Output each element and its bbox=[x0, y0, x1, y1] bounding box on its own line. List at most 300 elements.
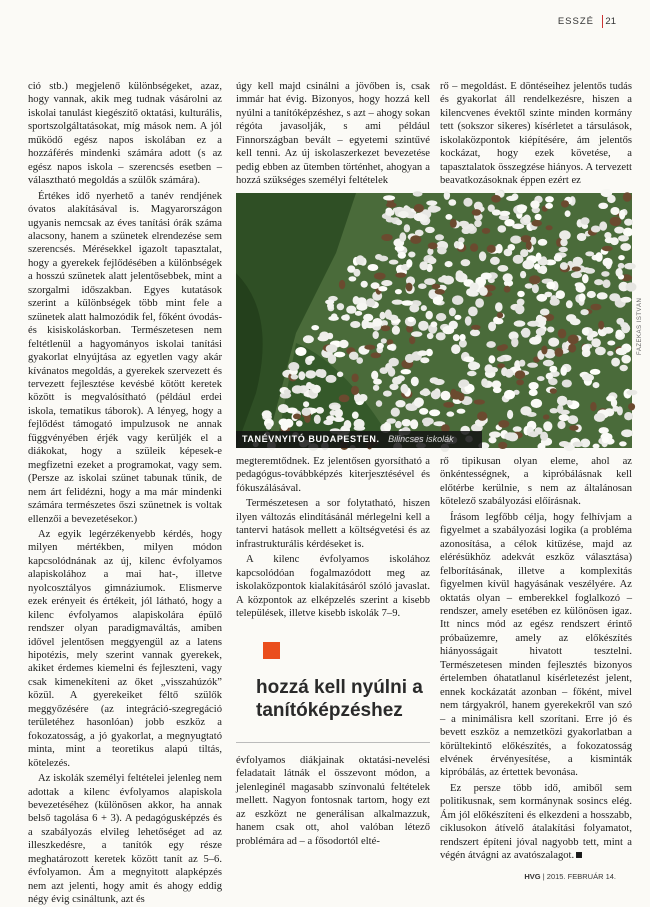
crowd-figure bbox=[618, 255, 625, 260]
crowd-figure bbox=[356, 357, 363, 364]
crowd-figure bbox=[378, 256, 388, 262]
article-column-3-top bbox=[440, 80, 632, 186]
crowd-figure bbox=[561, 200, 569, 207]
crowd-figure bbox=[437, 247, 447, 255]
crowd-figure bbox=[417, 350, 428, 356]
crowd-figure bbox=[498, 442, 507, 449]
crowd-figure bbox=[559, 247, 568, 252]
crowd-figure bbox=[573, 257, 583, 266]
crowd-figure bbox=[496, 244, 503, 254]
crowd-figure bbox=[428, 242, 438, 249]
crowd-figure bbox=[404, 224, 410, 232]
crowd-figure bbox=[545, 203, 553, 209]
crowd-figure bbox=[504, 249, 513, 257]
paragraph: Az iskolák személyi feltételei jelenleg nem adottak a kilenc évfolyamos alapiskola bevezetéséhez (különösen akkor, ha annak belső tagolása 6 + 3). A pedagógusképzés és a szabályozás elvileg lehetőséget ad az illeszkedésre, a tanítók egy része meghatározott keretek között tanít az 5–6. évfolyamon. Ám a megnyitott alapképzés nem azt jelenti, hogy amit és ahogy eddig négy évig csináltunk, azt és bbox=[28, 773, 222, 906]
crowd-figure bbox=[311, 325, 319, 330]
crowd-figure bbox=[337, 372, 343, 378]
crowd-figure bbox=[621, 429, 633, 437]
crowd-figure bbox=[341, 315, 349, 321]
crowd-figure bbox=[607, 195, 616, 203]
crowd-figure bbox=[419, 408, 428, 415]
crowd-figure bbox=[334, 352, 345, 358]
crowd-figure bbox=[481, 273, 492, 280]
crowd-figure bbox=[626, 390, 637, 396]
crowd-figure bbox=[559, 414, 570, 421]
crowd-figure bbox=[598, 321, 604, 330]
photo-credit: FAZEKAS ISTVÁN bbox=[637, 297, 643, 355]
crowd-figure bbox=[479, 287, 488, 296]
crowd-figure bbox=[406, 283, 413, 292]
crowd-figure bbox=[454, 315, 461, 320]
crowd-figure bbox=[385, 210, 394, 216]
crowd-figure bbox=[337, 303, 344, 310]
crowd-figure bbox=[621, 355, 631, 364]
crowd-figure bbox=[328, 316, 339, 321]
crowd-figure bbox=[498, 225, 507, 232]
crowd-figure bbox=[418, 321, 429, 331]
crowd-figure bbox=[477, 412, 487, 421]
crowd-figure bbox=[349, 276, 357, 281]
crowd-figure bbox=[572, 267, 581, 272]
crowd-figure bbox=[498, 420, 509, 428]
crowd-figure bbox=[474, 220, 482, 227]
crowd-figure bbox=[539, 265, 547, 274]
crowd-figure bbox=[527, 321, 539, 327]
paragraph-text: Ez persze több idő, amiből sem politikusnak, sem kormánynak sosincs elég. Ám jól előkészíteni és elkezdeni a hosszabb, ciklusokon átívelő átalakítási folyamatot, rendszert építeni jóval nagyobb tett, mint a végén átvágni az avatószalagot. bbox=[440, 782, 632, 862]
crowd-figure bbox=[442, 326, 454, 334]
page-footer bbox=[524, 872, 616, 881]
paragraph: úgy kell majd csinálni a jövőben is, csak immár hat évig. Bizonyos, hogy hozzá kell nyúlni a tanítóképzéshez, s azt – ahogy sokan régóta javasolják, s ami például Finnországban bevált – egyetemi szintűvé kell tenni. Az új iskolaszerkezet bevezetése pedig ebben az ütemben történhet, ahogyan a hozzá szükséges személyi feltételek bbox=[236, 81, 430, 187]
crowd-figure bbox=[624, 263, 636, 270]
crowd-figure bbox=[489, 355, 496, 363]
crowd-figure bbox=[452, 295, 463, 305]
crowd-figure bbox=[557, 396, 568, 406]
crowd-figure bbox=[344, 420, 352, 429]
crowd-figure bbox=[614, 227, 624, 234]
crowd-figure bbox=[517, 299, 525, 306]
crowd-figure bbox=[287, 408, 298, 414]
page-header bbox=[0, 14, 650, 34]
crowd-figure bbox=[498, 265, 509, 272]
crowd-figure bbox=[618, 235, 629, 241]
crowd-figure bbox=[566, 400, 573, 406]
crowd-figure bbox=[511, 332, 518, 338]
crowd-figure bbox=[511, 338, 518, 348]
paragraph: megteremtődnek. Ez jelentősen gyorsítható a pedagógus-továbbképzés kiterjesztésével és fókuszálásával. bbox=[236, 456, 430, 494]
crowd-figure bbox=[529, 275, 541, 284]
crowd-figure bbox=[500, 344, 508, 350]
crowd-figure bbox=[475, 298, 484, 307]
crowd-figure bbox=[376, 400, 382, 407]
crowd-figure bbox=[402, 300, 414, 306]
crowd-figure bbox=[303, 401, 309, 407]
crowd-figure bbox=[587, 291, 596, 298]
crowd-figure bbox=[619, 210, 625, 220]
crowd-figure bbox=[497, 356, 506, 362]
crowd-figure bbox=[523, 215, 531, 224]
crowd-figure bbox=[389, 358, 399, 367]
crowd-figure bbox=[573, 442, 584, 448]
crowd-figure bbox=[307, 384, 316, 390]
crowd-figure bbox=[386, 217, 396, 222]
crowd-figure bbox=[529, 431, 538, 437]
crowd-figure bbox=[413, 191, 423, 196]
crowd-figure bbox=[444, 191, 450, 200]
crowd-figure bbox=[410, 419, 418, 429]
crowd-figure bbox=[284, 419, 293, 428]
crowd-figure bbox=[543, 414, 550, 419]
crowd-figure bbox=[522, 260, 534, 270]
crowd-figure bbox=[620, 365, 628, 371]
crowd-figure bbox=[602, 246, 613, 251]
crowd-figure bbox=[288, 362, 299, 371]
crowd-figure bbox=[515, 370, 525, 379]
crowd-figure bbox=[525, 283, 533, 288]
crowd-figure bbox=[549, 366, 557, 373]
crowd-figure bbox=[383, 391, 392, 397]
crowd-figure bbox=[493, 387, 502, 393]
crowd-figure bbox=[424, 278, 436, 285]
crowd-figure bbox=[284, 389, 291, 394]
crowd-figure bbox=[465, 316, 472, 326]
crowd-figure bbox=[521, 235, 531, 242]
pull-quote-rule bbox=[236, 742, 430, 743]
crowd-figure bbox=[550, 298, 560, 306]
crowd-figure bbox=[545, 196, 554, 202]
crowd-figure bbox=[325, 300, 334, 305]
crowd-figure bbox=[409, 304, 419, 312]
paragraph: Természetesen a sor folytatható, hiszen ilyen változás elindításánál mérlegelni kell a tantervi hatások mellett a költségvetési és az infrastrukturális kérdéseket is. bbox=[236, 498, 430, 550]
crowd-figure bbox=[618, 263, 625, 269]
crowd-figure bbox=[546, 373, 553, 380]
crowd-figure bbox=[385, 309, 392, 319]
crowd-figure bbox=[371, 371, 378, 380]
crowd-figure bbox=[611, 358, 620, 367]
crowd-figure bbox=[346, 306, 356, 314]
crowd-figure bbox=[425, 227, 435, 233]
crowd-figure bbox=[386, 202, 397, 207]
crowd-figure bbox=[554, 254, 562, 261]
crowd-figure bbox=[405, 354, 414, 363]
article-column-1 bbox=[28, 80, 222, 906]
crowd-figure bbox=[377, 343, 384, 349]
crowd-figure bbox=[624, 412, 633, 420]
crowd-figure bbox=[568, 344, 576, 353]
crowd-figure bbox=[305, 370, 316, 378]
crowd-figure bbox=[381, 280, 392, 286]
crowd-figure bbox=[330, 410, 337, 416]
crowd-figure bbox=[421, 305, 427, 311]
crowd-figure bbox=[616, 348, 627, 356]
crowd-figure bbox=[314, 415, 321, 424]
crowd-figure bbox=[458, 393, 465, 401]
paragraph: Értékes idő nyerhető a tanév rendjének óvatos alakításával is. Magyarországon ugyanis nemcsak az éves tanítási órák száma alacsony, hanem a szünetek elrendezése sem szerencsés. Mérésekkel igazolt tapasztalat, hogy a gyerekek fejlődésében a különbségek a hosszú szünetek alatt jelentősebbek, mint a szorgalmi időszakban. Egyes kutatások szerint a különbségek több mint fele a szünetek alatt halmozódik fel, főként óvodás- és kisiskoláskorban. Természetesen nem feltétlenül a hagyományos iskolai tanítási gyakorlat elnyújtása az egyetlen vagy akár kívánatos megoldás, a gyerekek szervezett és tervezett fejlesztése kevésbé kötött keretek között is megvalósítható (például erdei iskola, tematikus táborok). A lényeg, hogy a fejlődést támogató impulzusok ne annak függvényében érjék vagy kerüljék el a diákokat, hogy a szüleik képesek-e megfizetni ezeket a programokat, vagy sem. (Persze az iskolai szünet tabunak tűnik, de nem árt felidézni, hogy a ma már mindenki számára természetes őszi szünetnek is voltak ellenzői a bevezetésekor.) bbox=[28, 190, 222, 525]
crowd-figure bbox=[371, 352, 381, 358]
crowd-figure bbox=[302, 408, 311, 416]
crowd-figure bbox=[555, 348, 564, 357]
crowd-figure bbox=[457, 409, 466, 414]
crowd-figure bbox=[567, 415, 578, 424]
crowd-figure bbox=[515, 304, 525, 314]
crowd-figure bbox=[560, 239, 567, 247]
crowd-figure bbox=[262, 410, 272, 418]
crowd-figure bbox=[307, 356, 315, 362]
crowd-figure bbox=[571, 272, 582, 278]
crowd-figure bbox=[431, 390, 441, 399]
crowd-figure bbox=[557, 404, 563, 413]
crowd-figure bbox=[381, 338, 387, 343]
crowd-figure bbox=[414, 213, 426, 222]
crowd-figure bbox=[411, 331, 422, 337]
crowd-figure bbox=[538, 259, 549, 265]
crowd-figure bbox=[392, 300, 403, 305]
crowd-figure bbox=[540, 309, 550, 316]
article-column-3-bottom bbox=[440, 455, 632, 865]
crowd-figure bbox=[616, 318, 624, 325]
crowd-figure bbox=[621, 297, 632, 303]
crowd-figure bbox=[356, 303, 367, 311]
crowd-figure bbox=[520, 406, 531, 415]
crowd-figure bbox=[513, 426, 522, 432]
crowd-figure bbox=[454, 241, 460, 248]
crowd-figure bbox=[558, 329, 567, 339]
crowd-photo-illustration bbox=[236, 193, 632, 448]
crowd-figure bbox=[449, 308, 456, 317]
magazine-name: HVG bbox=[524, 872, 541, 881]
crowd-figure bbox=[339, 280, 345, 289]
crowd-figure bbox=[363, 314, 373, 322]
crowd-figure bbox=[474, 202, 483, 210]
crowd-figure bbox=[420, 390, 431, 396]
footer-divider: | bbox=[542, 872, 545, 881]
crowd-figure bbox=[590, 304, 601, 311]
crowd-figure bbox=[298, 371, 305, 380]
crowd-figure bbox=[426, 311, 433, 320]
crowd-figure bbox=[603, 327, 613, 334]
crowd-figure bbox=[598, 203, 608, 209]
crowd-figure bbox=[408, 252, 415, 258]
crowd-figure bbox=[459, 379, 469, 386]
section-label: ESSZÉ bbox=[557, 16, 594, 27]
crowd-figure bbox=[595, 252, 602, 262]
crowd-figure bbox=[621, 324, 630, 334]
crowd-figure bbox=[386, 418, 396, 424]
photo-caption-title: TANÉVNYITÓ BUDAPESTEN. bbox=[242, 434, 380, 444]
crowd-figure bbox=[544, 292, 552, 298]
crowd-figure bbox=[295, 347, 306, 356]
crowd-figure bbox=[510, 236, 521, 244]
crowd-figure bbox=[566, 300, 573, 308]
crowd-figure bbox=[432, 284, 441, 289]
crowd-figure bbox=[562, 380, 572, 388]
crowd-figure bbox=[427, 333, 434, 339]
crowd-figure bbox=[315, 369, 324, 377]
crowd-figure bbox=[473, 362, 480, 369]
crowd-figure bbox=[560, 262, 568, 270]
crowd-figure bbox=[520, 249, 528, 257]
crowd-figure bbox=[504, 286, 511, 293]
paragraph: Az egyik legérzékenyebb kérdés, hogy milyen mértékben, milyen módon kapcsolódnának az új, kilenc évfolyamos alapiskolához a mai hat-, illetve nyolcosztályos gimnáziumok. Elismerve ezek erényeit és értékeit, jól látható, hogy a kilenc évfolyamos alapiskolára épülő rendszer olyan paradigmaváltás, amiben idővel jelentősen meggyengül az a latens hipotézis, mely szerint vannak gyerekek, akiket érdemes kiemelni és fejleszteni, vagy csak kimenekíteni az őket „visszahúzók” közül. A gyerekeiket féltő szülők meggyőzésére (az integráció-szegregáció területéhez hasonlóan) jobb eszköz a fokozatosság, a jó gyakorlat, a megnyugtató minta, mint a teoretikus alapú tiltás, kötelezés. bbox=[28, 528, 222, 769]
crowd-figure bbox=[517, 291, 525, 297]
crowd-figure bbox=[595, 347, 606, 356]
crowd-figure bbox=[395, 400, 405, 407]
crowd-figure bbox=[527, 363, 538, 368]
crowd-figure bbox=[516, 379, 524, 385]
crowd-figure bbox=[406, 259, 412, 268]
crowd-figure bbox=[474, 399, 485, 404]
crowd-figure bbox=[540, 432, 548, 441]
crowd-figure bbox=[373, 385, 379, 391]
page-number: 21 bbox=[605, 16, 616, 27]
paragraph: Írásom legfőbb célja, hogy felhívjam a figyelmet a szabályozási logika (a probléma azonosítása, a célok kitűzése, majd az elérésükhöz adekvát eszköz választása) felborításának, illetve a komplexitás figyelmen kívül hagyásának veszélyére. Az oktatás olyan – emberekkel foglalkozó – rendszer, amely esetében ez különösen igaz. Itt nincs mód az egész rendszert érintő próbaüzemre, amely az előkészítés hiányosságait hivatott tesztelni. Természetesen minden fejlesztés bizonyos értelemben óhatatlanul kísérletezést jelent, ennek kockázatát azonban – főként, mivel nem tárgyakról, hanem gyerekekről van szó – a minimálisra kell szorítani. Erre jó és bevett eszköz a nemzetközi gyakorlatban a körültekintő előkészítés, a fokozatosság elvének érvényesítése, a kisminták kipróbálás, az értettek bevonása. bbox=[440, 511, 632, 779]
crowd-figure bbox=[582, 274, 589, 283]
crowd-figure bbox=[546, 282, 555, 290]
crowd-figure bbox=[565, 210, 571, 217]
crowd-figure bbox=[414, 397, 424, 407]
crowd-figure bbox=[490, 257, 500, 265]
crowd-figure bbox=[433, 379, 444, 385]
crowd-figure bbox=[436, 332, 446, 340]
crowd-figure bbox=[401, 369, 412, 374]
paragraph: A kilenc évfolyamos iskolához kapcsolódóan fogalmazódott meg az iskolaközpontok kialakításáról szóló javaslat. A központok az elképzelés szerint a kisebb települések, illetve kisebb iskolák 7–9. bbox=[236, 554, 430, 619]
crowd-figure bbox=[499, 211, 510, 216]
crowd-figure bbox=[448, 199, 456, 206]
crowd-figure bbox=[531, 399, 542, 408]
crowd-figure bbox=[350, 321, 360, 328]
crowd-figure bbox=[401, 384, 409, 394]
crowd-figure bbox=[550, 408, 558, 413]
crowd-figure bbox=[459, 221, 469, 227]
crowd-figure bbox=[541, 346, 547, 355]
crowd-figure bbox=[568, 335, 579, 345]
crowd-figure bbox=[479, 251, 486, 261]
crowd-figure bbox=[292, 385, 303, 393]
crowd-figure bbox=[616, 268, 623, 277]
crowd-figure bbox=[569, 425, 578, 431]
crowd-figure bbox=[601, 271, 609, 277]
crowd-figure bbox=[356, 255, 365, 265]
crowd-figure bbox=[543, 360, 554, 367]
crowd-figure bbox=[414, 204, 424, 213]
crowd-figure bbox=[497, 312, 503, 318]
crowd-figure bbox=[450, 219, 457, 228]
crowd-figure bbox=[352, 412, 359, 419]
crowd-figure bbox=[481, 378, 488, 387]
crowd-figure bbox=[506, 196, 517, 201]
crowd-figure bbox=[378, 286, 387, 291]
crowd-figure bbox=[391, 408, 400, 417]
crowd-figure bbox=[543, 421, 552, 431]
issue-date: 2015. FEBRUÁR 14. bbox=[546, 872, 616, 881]
crowd-figure bbox=[531, 220, 542, 227]
crowd-figure bbox=[373, 331, 379, 339]
crowd-figure bbox=[610, 207, 619, 215]
crowd-figure bbox=[517, 204, 527, 213]
crowd-figure bbox=[624, 219, 633, 226]
crowd-figure bbox=[575, 282, 584, 287]
crowd-figure bbox=[582, 374, 594, 382]
crowd-figure bbox=[374, 273, 386, 280]
crowd-figure bbox=[364, 345, 375, 350]
crowd-figure bbox=[353, 296, 360, 305]
crowd-figure bbox=[318, 335, 329, 341]
crowd-figure bbox=[530, 200, 539, 209]
crowd-figure bbox=[355, 311, 362, 316]
crowd-figure bbox=[395, 273, 406, 278]
crowd-figure bbox=[521, 328, 530, 338]
crowd-figure bbox=[546, 225, 553, 230]
crowd-figure bbox=[626, 282, 637, 291]
crowd-figure bbox=[451, 344, 460, 354]
crowd-figure bbox=[482, 228, 490, 234]
paragraph bbox=[440, 782, 632, 863]
crowd-figure bbox=[537, 376, 545, 381]
crowd-figure bbox=[435, 289, 445, 295]
crowd-figure bbox=[487, 245, 496, 253]
crowd-figure bbox=[557, 421, 565, 429]
pull-quote: hozzá kell nyúlni a tanítóképzéshez bbox=[256, 677, 423, 721]
crowd-figure bbox=[538, 443, 546, 451]
crowd-figure bbox=[582, 344, 590, 352]
crowd-figure bbox=[607, 341, 615, 346]
crowd-figure bbox=[489, 431, 501, 437]
end-mark bbox=[576, 852, 582, 858]
crowd-figure bbox=[599, 427, 609, 434]
crowd-figure bbox=[293, 414, 301, 420]
crowd-figure bbox=[579, 293, 586, 302]
photo-caption bbox=[236, 431, 482, 448]
crowd-figure bbox=[593, 382, 600, 388]
crowd-figure bbox=[495, 302, 503, 311]
crowd-figure bbox=[395, 220, 402, 226]
crowd-figure bbox=[491, 195, 501, 203]
crowd-figure bbox=[456, 270, 464, 279]
crowd-figure bbox=[623, 192, 632, 202]
crowd-figure bbox=[418, 283, 427, 289]
crowd-figure bbox=[441, 391, 451, 401]
paragraph: rő – megoldást. E döntéseihez jelentős tudás és gyakorlat áll rendelkezésre, hiszen a kilencvenes évektől szinte minden kormány tett (sokszor sikeres) kísérletet a társulások, iskolaközpontok kiépítésére, ám jelentős kockázat, hogy ezek követése, a tapasztalatok összegzése hiányos. A tervezett beavatkozásoknak éppen ezért ez bbox=[440, 81, 632, 187]
crowd-figure bbox=[529, 389, 538, 396]
crowd-figure bbox=[467, 371, 477, 376]
crowd-figure bbox=[354, 419, 365, 429]
crowd-figure bbox=[339, 340, 349, 348]
crowd-figure bbox=[593, 444, 600, 449]
paragraph: rő tipikusan olyan eleme, ahol az önkéntességnek, a kipróbálásnak kell előtérbe kerülnie, s nem az általánosan kötelező szabályozási előírásnak. bbox=[440, 456, 632, 508]
crowd-figure bbox=[410, 235, 421, 244]
article-column-2-lower bbox=[236, 754, 430, 862]
crowd-figure bbox=[371, 282, 380, 289]
crowd-figure bbox=[619, 441, 627, 446]
crowd-figure bbox=[602, 437, 609, 443]
crowd-figure bbox=[450, 389, 456, 399]
crowd-figure bbox=[291, 374, 299, 379]
crowd-figure bbox=[428, 257, 437, 264]
article-column-2-top bbox=[236, 80, 430, 186]
crowd-figure bbox=[372, 318, 382, 327]
crowd-figure bbox=[461, 259, 471, 266]
crowd-figure bbox=[433, 297, 442, 305]
crowd-figure bbox=[395, 289, 402, 294]
crowd-figure bbox=[548, 338, 559, 347]
pull-quote-marker bbox=[263, 642, 280, 659]
crowd-figure bbox=[445, 214, 452, 220]
crowd-figure bbox=[453, 334, 460, 341]
crowd-figure bbox=[610, 217, 622, 226]
crowd-figure bbox=[535, 214, 542, 221]
crowd-figure bbox=[423, 422, 430, 427]
crowd-figure bbox=[402, 419, 411, 427]
crowd-figure bbox=[334, 417, 345, 422]
